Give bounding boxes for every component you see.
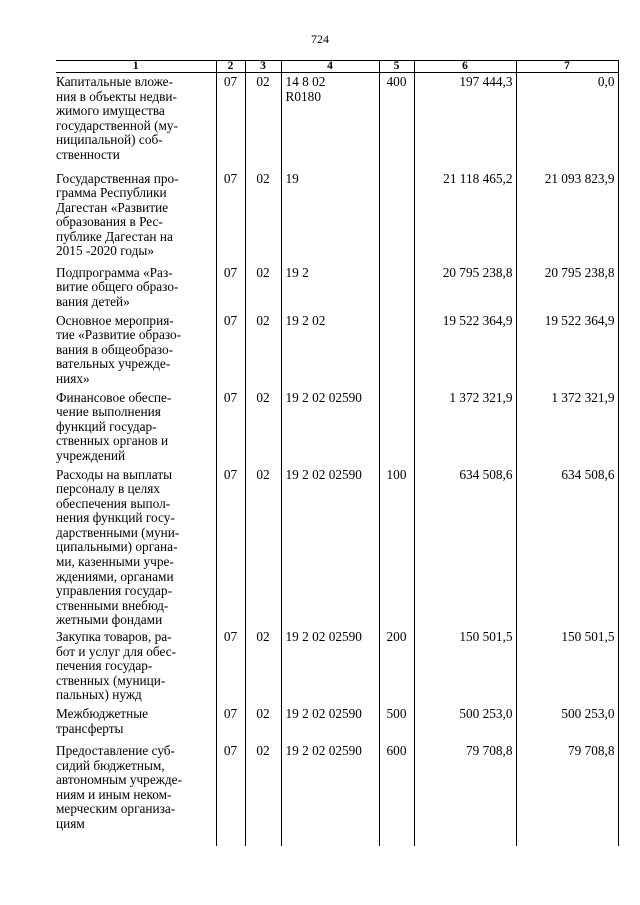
column-header: 5 [379, 61, 414, 73]
table-row [56, 170, 618, 264]
subsection-code: 02 [245, 628, 281, 705]
expense-type-code [379, 389, 414, 466]
section-code: 07 [216, 389, 245, 466]
column-header: 7 [516, 61, 618, 73]
row-name: Предоставление суб- сидий бюджетным, автономным учрежде- ниям и иным неком- мерческим организа- циям [56, 742, 216, 846]
table-row [56, 628, 618, 705]
expense-type-code [379, 312, 414, 389]
section-code: 07 [216, 466, 245, 629]
row-name: Подпрограмма «Раз- витие общего образо- вания детей» [56, 264, 216, 312]
amount-year-2: 79 708,8 [516, 742, 618, 846]
amount-year-2: 19 522 364,9 [516, 312, 618, 389]
section-code: 07 [216, 705, 245, 742]
page-number: 724 [311, 32, 329, 46]
target-article-code: 19 [281, 170, 379, 264]
amount-year-2: 0,0 [516, 73, 618, 170]
amount-year-1: 500 253,0 [414, 705, 516, 742]
target-article-code: 19 2 02 02590 [281, 705, 379, 742]
section-code: 07 [216, 742, 245, 846]
budget-table [56, 60, 619, 846]
target-article-code: 19 2 02 02590 [281, 742, 379, 846]
row-name: Финансовое обеспе- чение выполнения функций государ- ственных органов и учреждений [56, 389, 216, 466]
table-row [56, 466, 618, 629]
expense-type-code [379, 264, 414, 312]
column-header: 1 [56, 61, 216, 73]
column-header: 6 [414, 61, 516, 73]
amount-year-1: 197 444,3 [414, 73, 516, 170]
subsection-code: 02 [245, 705, 281, 742]
subsection-code: 02 [245, 466, 281, 629]
table-row [56, 264, 618, 312]
amount-year-2: 1 372 321,9 [516, 389, 618, 466]
row-name: Капитальные вложе- ния в объекты недви- жимого имущества государственной (му- ниципальной) соб- ственности [56, 73, 216, 170]
amount-year-1: 150 501,5 [414, 628, 516, 705]
target-article-code: 19 2 02 02590 [281, 389, 379, 466]
expense-type-code [379, 170, 414, 264]
section-code: 07 [216, 628, 245, 705]
amount-year-1: 21 118 465,2 [414, 170, 516, 264]
subsection-code: 02 [245, 742, 281, 846]
target-article-code: 14 8 02 R0180 [281, 73, 379, 170]
amount-year-1: 20 795 238,8 [414, 264, 516, 312]
section-code: 07 [216, 312, 245, 389]
column-header: 3 [245, 61, 281, 73]
table-row [56, 742, 618, 846]
amount-year-1: 1 372 321,9 [414, 389, 516, 466]
target-article-code: 19 2 02 [281, 312, 379, 389]
row-name: Государственная про- грамма Республики Дагестан «Развитие образования в Рес- публике Дагестан на 2015 -2020 годы» [56, 170, 216, 264]
amount-year-2: 500 253,0 [516, 705, 618, 742]
subsection-code: 02 [245, 73, 281, 170]
subsection-code: 02 [245, 389, 281, 466]
table-body [56, 73, 618, 847]
amount-year-1: 634 508,6 [414, 466, 516, 629]
subsection-code: 02 [245, 264, 281, 312]
amount-year-1: 79 708,8 [414, 742, 516, 846]
expense-type-code: 600 [379, 742, 414, 846]
subsection-code: 02 [245, 170, 281, 264]
amount-year-1: 19 522 364,9 [414, 312, 516, 389]
amount-year-2: 634 508,6 [516, 466, 618, 629]
amount-year-2: 150 501,5 [516, 628, 618, 705]
expense-type-code: 200 [379, 628, 414, 705]
row-name: Расходы на выплаты персоналу в целях обеспечения выпол- нения функций госу- дарственными (муни- ципальными) органа- ми, казенными учре- ждениями, органами управления государ- ственными внебюд- жетными фондами [56, 466, 216, 629]
subsection-code: 02 [245, 312, 281, 389]
target-article-code: 19 2 [281, 264, 379, 312]
column-header: 2 [216, 61, 245, 73]
section-code: 07 [216, 170, 245, 264]
row-name: Межбюджетные трансферты [56, 705, 216, 742]
section-code: 07 [216, 73, 245, 170]
amount-year-2: 20 795 238,8 [516, 264, 618, 312]
target-article-code: 19 2 02 02590 [281, 628, 379, 705]
expense-type-code: 400 [379, 73, 414, 170]
expense-type-code: 100 [379, 466, 414, 629]
section-code: 07 [216, 264, 245, 312]
row-name: Основное мероприя- тие «Развитие образо- вания в общеобразо- вательных учрежде- ниях» [56, 312, 216, 389]
table-row [56, 73, 618, 170]
expense-type-code: 500 [379, 705, 414, 742]
table-row [56, 389, 618, 466]
table-header-row [56, 61, 618, 73]
column-header: 4 [281, 61, 379, 73]
amount-year-2: 21 093 823,9 [516, 170, 618, 264]
target-article-code: 19 2 02 02590 [281, 466, 379, 629]
table-row [56, 312, 618, 389]
table-row [56, 705, 618, 742]
row-name: Закупка товаров, ра- бот и услуг для обес- печения государ- ственных (муници- пальных) нужд [56, 628, 216, 705]
